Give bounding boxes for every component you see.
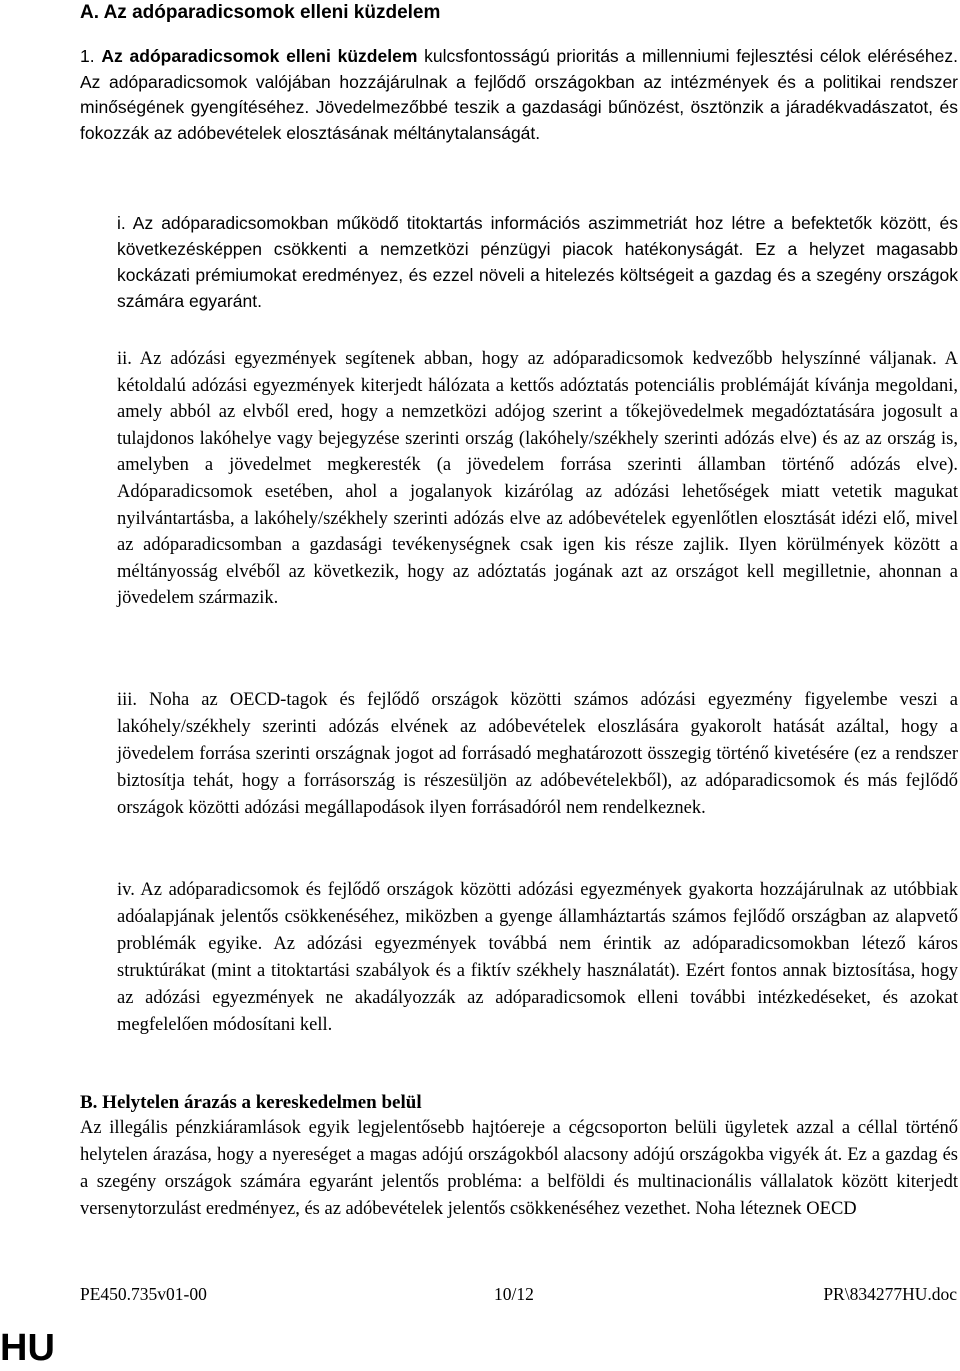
paragraph-1-text: kulcsfontosságú prioritás a millenniumi fejlesztési célok eléréséhez. Az adóparadicsomok valójában hozzájárulnak a fejlődő országokban az intézmények és a politikai rendszer minőségének gyengítéséhez. Jövedelmezőbbé teszik a gazdasági bűnözést, ösztönzik a járadékvadászatot, és fokozzák az adóbevételek elosztásának méltánytalanságát. — [80, 46, 959, 143]
paragraph-1-number: 1. — [80, 46, 95, 66]
section-b-paragraph: Az illegális pénzkiáramlások egyik legjelentősebb hajtóereje a cégcsoporton belüli ügyletek azzal a céllal történő helytelen árazása, hogy a nyereséget a magas adójú országokból alacsony adójú országokba vigyék át. Ez a gazdag és a szegény országok számára egyaránt jelentős probléma: a belföldi és multinacionális vállalatok között kiterjedt versenytorzulást eredményez, és az adóbevételek jelentős csökkenéséhez vezethet. Noha léteznek OECD — [80, 1118, 958, 1219]
footer-file-name: PR\834277HU.doc — [823, 1284, 957, 1304]
paragraph-1-bold-lead: Az adóparadicsomok elleni küzdelem — [101, 46, 418, 66]
paragraph-i: i. Az adóparadicsomokban működő titoktartás információs aszimmetriát hoz létre a befektetők között, és következésképpen csökkenti a nemzetközi pénzügyi piacok hatékonyságát. Ez a helyzet magasabb kockázati prémiumokat eredményez, és ezzel növeli a hitelezés költségeit a gazdag és a szegény országok számára egyaránt. — [117, 213, 958, 311]
paragraph-ii: ii. Az adózási egyezmények segítenek abban, hogy az adóparadicsomok kedvezőbb helyszínné váljanak. A kétoldalú adózási egyezmények kiterjedt hálózata a kettős adóztatás potenciális problémáját kívánja megoldani, amely abból az elvből ered, hogy a nemzetközi adójog szerint a tőkejövedelmek megadóztatására jogosult a tulajdonos lakóhelye vagy bejegyzése szerinti ország (lakóhely/székhely szerinti adózás elve) és az az ország is, amelyben a jövedelmet megkeresték (a jövedelem forrása szerinti államban történő adózás elve). Adóparadicsomok esetében, ahol a jogalanyok kizárólag az adózási lehetőségek miatt vetetik magukat nyilvántartásba, a lakóhely/székhely szerinti adózás elve az adóbevételek egyenlőtlen elosztását idézi elő, mivel az adóparadicsomban a gazdasági tevékenységnek csak igen kis része zajlik. Ilyen körülmények között a méltányosság elvéből az következik, hogy az adóztatás jogának azt az országot kell megilletnie, ahonnan a jövedelem származik. — [117, 349, 958, 609]
footer-page-number: 10/12 — [494, 1284, 534, 1304]
section-b-heading: B. Helytelen árazás a kereskedelmen belül — [80, 1092, 422, 1113]
paragraph-iv: iv. Az adóparadicsomok és fejlődő országok közötti adózási egyezmények gyakorta hozzájárulnak az utóbbiak adóalapjának jelentős csökkenéséhez, miközben a gyenge államháztartás számos fejlődő országban az alapvető problémák egyike. Az adózási egyezmények továbbá nem érintik az adóparadicsomokban létező káros struktúrákat (mint a titoktartási szabályok és a fiktív székhely használatát). Ezért fontos annak biztosítása, hogy az adózási egyezmények ne akadályozzák az adóparadicsomok elleni további intézkedéseket, és azokat megfelelően módosítani kell. — [117, 880, 958, 1035]
footer-doc-ref: PE450.735v01-00 — [80, 1284, 207, 1304]
paragraph-1 — [80, 44, 958, 146]
language-code: HU — [0, 1327, 55, 1369]
section-a-heading: A. Az adóparadicsomok elleni küzdelem — [80, 2, 441, 23]
paragraph-iii: iii. Noha az OECD-tagok és fejlődő országok közötti számos adózási egyezmény figyelembe veszi a lakóhely/székhely szerinti adózás elvének az adóbevételek eloszlására gyakorolt hatását azáltal, hogy a jövedelem forrása szerinti országnak jogot ad forrásadó meghatározott összegig történő kivetésére (ez a rendszer biztosítja tehát, hogy a forrásország is részesüljön az adóbevételekből), az adóparadicsomok és más fejlődő országok közötti adózási megállapodások ilyen forrásadóról nem rendelkeznek. — [117, 690, 958, 818]
